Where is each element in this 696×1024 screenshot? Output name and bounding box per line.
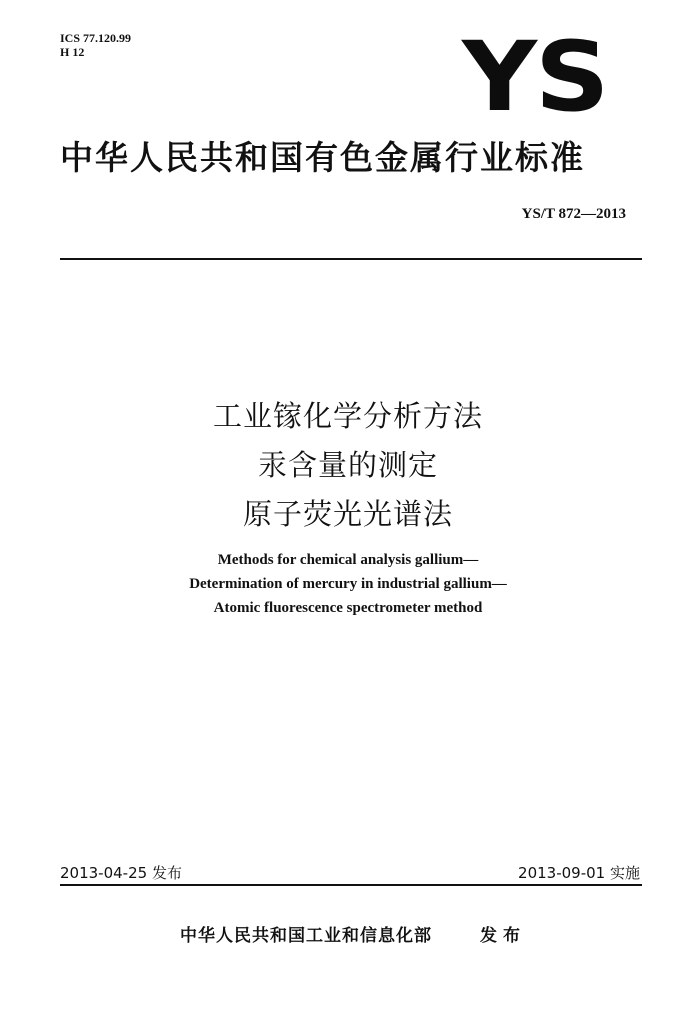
chinese-title-line-1: 工业镓化学分析方法	[212, 399, 483, 433]
issue-date: 2013-04-25 发布	[60, 864, 182, 882]
ics-code: ICS 77.120.99	[60, 31, 132, 45]
top-divider	[60, 258, 642, 260]
chinese-title	[0, 392, 696, 539]
classification-codes	[60, 31, 131, 59]
bottom-divider	[60, 884, 642, 886]
english-title	[0, 548, 696, 620]
ccs-code: H 12	[60, 45, 85, 59]
ys-logo: YS	[462, 21, 608, 133]
issuing-authority: 中华人民共和国工业和信息化部	[180, 926, 432, 946]
chinese-title-line-3: 原子荧光光谱法	[242, 497, 453, 531]
implementation-date: 2013-09-01 实施	[518, 864, 640, 882]
issuing-action: 发布	[480, 926, 526, 946]
english-title-line-3: Atomic fluorescence spectrometer method	[213, 600, 483, 616]
chinese-title-line-2: 汞含量的测定	[257, 448, 438, 482]
english-title-line-2: Determination of mercury in industrial gallium—	[189, 576, 507, 592]
english-title-line-1: Methods for chemical analysis gallium—	[217, 552, 479, 568]
standard-number: YS/T 872—2013	[521, 206, 626, 222]
standard-body-title: 中华人民共和国有色金属行业标准	[60, 138, 585, 177]
